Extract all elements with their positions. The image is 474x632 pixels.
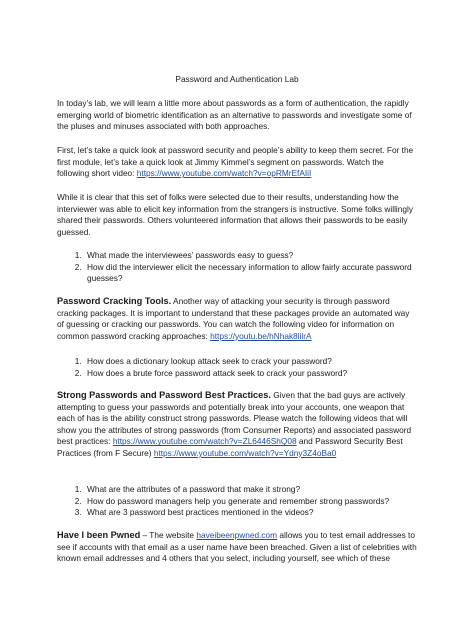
pwned-text: allows you to test email addresses to see if accounts with that email as a user name have been breached. Given a list of celebrities with known email addresses and 4 others that you select, including yourself, see which of these <box>57 530 417 564</box>
list-item: 1. What made the interviewees’ passwords easy to guess? <box>84 250 444 262</box>
questions-list-1 <box>57 250 444 285</box>
cracking-heading: Password Cracking Tools. <box>57 296 172 306</box>
while-paragraph: While it is clear that this set of folks were selected due to their results, understanding how the interviewer was able to elicit key information from the strangers is instructive. Some folks willingly shared their passwords. Others volunteered information that allows their passwords to be easily guessed. <box>57 192 413 237</box>
first-module-text: First, let’s take a quick look at password security and people’s ability to keep them secret. For the first module, let’s take a quick look at Jimmy Kimmel’s segment on passwords. Watch the following short video: <box>57 145 414 179</box>
questions-list-2 <box>57 356 444 379</box>
list-item: 2. How do password managers help you generate and remember strong passwords? <box>84 496 444 508</box>
pwned-dash-text: – The website <box>140 530 197 540</box>
cracking-video-link[interactable]: https://youtu.be/hNhak8lilrA <box>210 330 312 341</box>
first-module-paragraph <box>57 145 417 180</box>
strong-passwords-heading: Strong Passwords and Password Best Practices. <box>57 390 271 400</box>
page-title: Password and Authentication Lab <box>175 74 299 84</box>
strong-passwords-mid-text: and Password Security Best Practices (from F Secure) <box>57 436 403 458</box>
cracking-paragraph <box>57 296 417 342</box>
consumer-reports-video-link[interactable]: https://www.youtube.com/watch?v=ZL6446ShQ08 <box>112 436 297 447</box>
haveibeenpwned-link[interactable]: haveibeenpwned.com <box>196 530 278 540</box>
list-item: 1. What are the attributes of a password that make it strong? <box>84 484 444 496</box>
pwned-paragraph <box>57 530 417 565</box>
list-item: 2. How does a brute force password attack seek to crack your password? <box>84 368 444 380</box>
list-item: 2. How did the interviewer elicit the necessary information to allow fairly accurate password guesses? <box>84 262 444 285</box>
strong-passwords-text: Given that the bad guys are actively attempting to guess your passwords and potentially break into your accounts, one weapon that each of has is the ability construct strong passwords. Please watch the following videos that will show you the attributes of strong passwords (from Consumer Reports) and associated password best practices: <box>57 390 412 447</box>
cracking-text: Another way of attacking your security is through password cracking packages. It is important to understand that these packages provide an automated way of guessing or cracking our passwords. You can watch the following video for information on common password cracking approaches: <box>57 296 410 341</box>
list-item: 3. What are 3 password best practices mentioned in the videos? <box>84 507 444 519</box>
list-item: 1. How does a dictionary lookup attack seek to crack your password? <box>84 356 444 368</box>
kimmel-video-link[interactable]: https://www.youtube.com/watch?v=opRMrEfAIiI <box>136 168 312 179</box>
intro-paragraph: In today’s lab, we will learn a little more about passwords as a form of authentication, the rapidly emerging world of biometric identification as an alternative to passwords and investigate some of the pluses and minuses associated with both approaches. <box>57 98 412 132</box>
questions-list-3 <box>57 484 444 519</box>
pwned-heading: Have I been Pwned <box>57 530 141 540</box>
fsecure-video-link[interactable]: https://www.youtube.com/watch?v=Ydny3Z4oBa0 <box>153 447 337 458</box>
strong-passwords-paragraph <box>57 390 417 460</box>
